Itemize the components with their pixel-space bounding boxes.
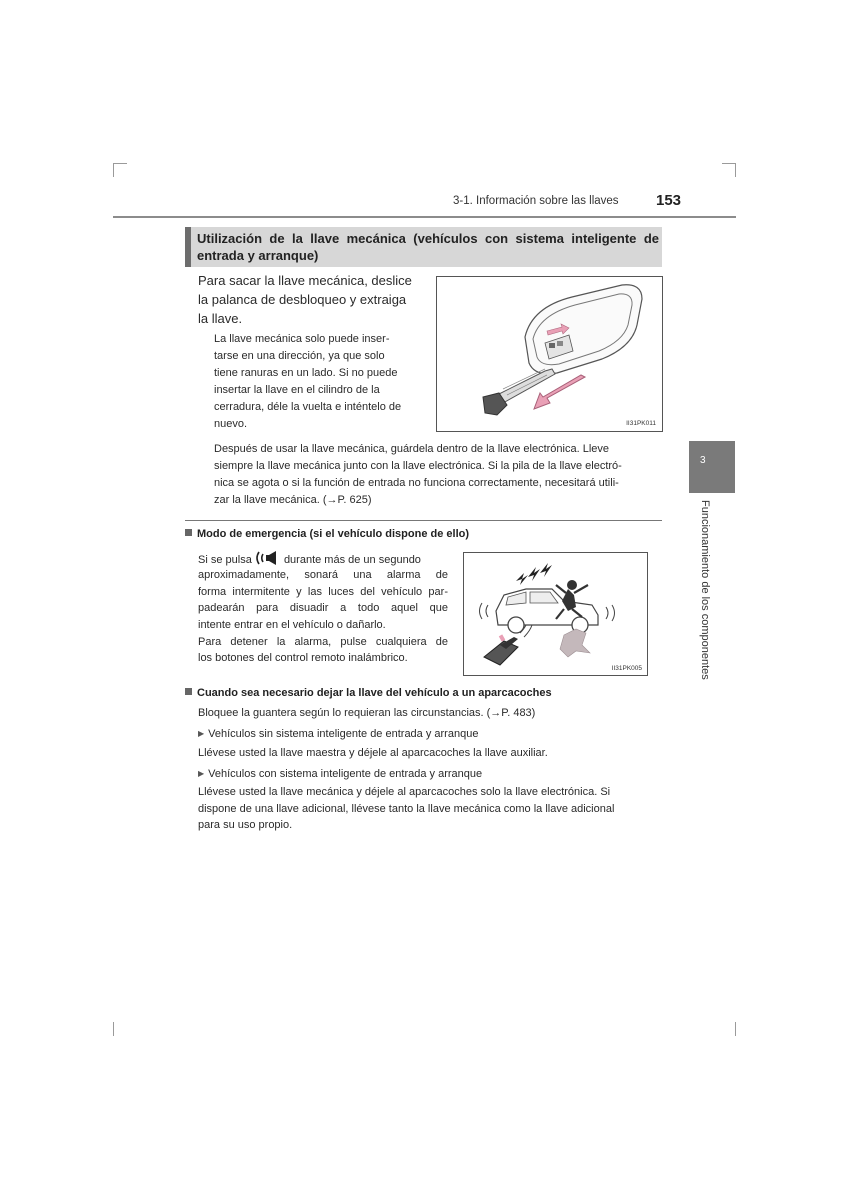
valet-line: para su uso propio.: [198, 819, 293, 831]
valet-heading-text: Cuando sea necesario dejar la llave del vehículo a un aparcacoches: [197, 687, 552, 699]
crop-mark: [113, 1022, 114, 1036]
note-line: nuevo.: [214, 418, 248, 430]
thief-shadow-icon: [560, 629, 590, 657]
crop-mark: [113, 163, 114, 177]
note-line: La llave mecánica solo puede inser-: [214, 333, 390, 345]
valet-subheading: ▶ Vehículos con sistema inteligente de entrada y arranque: [198, 765, 482, 783]
chapter-label: Funcionamiento de los componentes: [699, 500, 711, 680]
valet-line: Llévese usted la llave mecánica y déjele al aparcacoches solo la llave electrónica. Si: [198, 786, 611, 798]
valet-line: Llévese usted la llave maestra y déjele al aparcacoches la llave auxiliar.: [198, 747, 548, 759]
alarm-illustration: [464, 553, 647, 675]
key-fob-icon: [525, 285, 642, 374]
after-line: zar la llave mecánica. (→P. 625): [214, 494, 372, 506]
emergency-line: forma intermitente y las luces del vehículo par-: [198, 586, 448, 598]
header-rule: [113, 216, 736, 218]
intro-line: Para sacar la llave mecánica, deslice: [198, 273, 412, 288]
after-line: nica se agota o si la función de entrada no funciona correctamente, necesitará utili-: [214, 477, 619, 489]
emergency-line: aproximadamente, sonará una alarma de: [198, 569, 448, 581]
chapter-number: 3: [700, 455, 706, 466]
stop-line: Para detener la alarma, pulse cualquiera de: [198, 636, 448, 648]
section-title: Utilización de la llave mecánica (vehículos con sistema inteligente de entrada y arranque): [197, 231, 659, 263]
intro-line: la llave.: [198, 311, 243, 326]
emergency-heading-text: Modo de emergencia (si el vehículo dispone de ello): [197, 528, 470, 540]
figure-code: II31PK011: [626, 420, 656, 427]
emergency-line1: Si se pulsa durante más de un segundo: [198, 550, 448, 572]
bullet-square-icon: [185, 688, 192, 695]
bullet-square-icon: [185, 529, 192, 536]
after-line: Después de usar la llave mecánica, guárdela dentro de la llave electrónica. Lleve: [214, 443, 610, 455]
title-accent: [185, 227, 191, 267]
note-line: cerradura, déle la vuelta e inténtelo de: [214, 401, 402, 413]
valet-heading: [185, 687, 552, 699]
crop-mark: [722, 163, 736, 164]
valet-subheading: ▶ Vehículos sin sistema inteligente de entrada y arranque: [198, 725, 478, 743]
section-divider: [185, 520, 662, 521]
note-line: tarse en una dirección, ya que solo: [214, 350, 385, 362]
chapter-tab: [689, 441, 735, 493]
intro-line: la palanca de desbloqueo y extraiga: [198, 292, 407, 307]
figure-code: II31PK005: [611, 665, 642, 672]
triangle-bullet-icon: ▶: [198, 729, 205, 738]
section-title-bar: [185, 227, 662, 267]
figure-mechanical-key: [436, 276, 663, 432]
triangle-bullet-icon: ▶: [198, 769, 205, 778]
stop-line: los botones del control remoto inalámbrico.: [198, 652, 408, 664]
valet-line: dispone de una llave adicional, llévese tanto la llave mecánica como la llave adicional: [198, 803, 615, 815]
remote-key-icon: [484, 625, 532, 665]
crop-mark: [735, 1022, 736, 1036]
car-icon: [480, 589, 615, 633]
after-line: siempre la llave mecánica junto con la llave electrónica. Si la pila de la llave electró-: [214, 460, 622, 472]
emergency-heading: [185, 528, 469, 540]
note-line: insertar la llave en el cilindro de la: [214, 384, 380, 396]
crop-mark: [113, 163, 127, 164]
figure-alarm: [463, 552, 648, 676]
running-header: 3-1. Información sobre las llaves: [453, 195, 619, 207]
crop-mark: [735, 163, 736, 177]
emergency-line: padearán para disuadir a todo aquel que: [198, 602, 448, 614]
valet-line: Bloquee la guantera según lo requieran las circunstancias. (→P. 483): [198, 707, 536, 719]
note-line: tiene ranuras en un lado. Si no puede: [214, 367, 398, 379]
mechanical-key-icon: [483, 369, 555, 415]
mechanical-key-illustration: [437, 277, 662, 431]
alarm-sound-icon: [516, 563, 552, 585]
emergency-line: intente entrar en el vehículo o dañarlo.: [198, 619, 386, 631]
page-number: 153: [656, 192, 682, 209]
